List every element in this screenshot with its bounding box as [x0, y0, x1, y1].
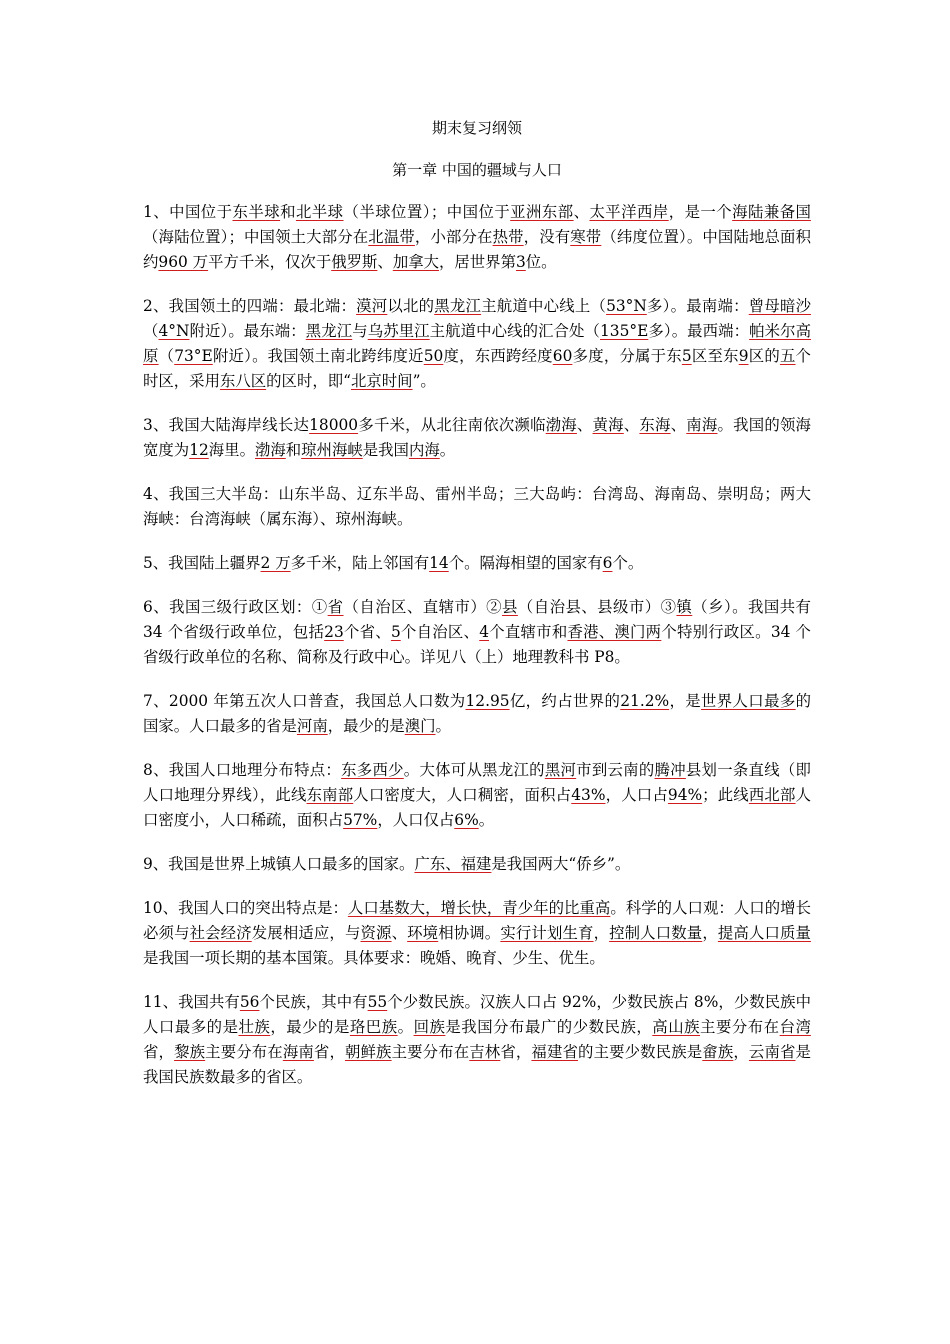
underlined-term: 北京时间 — [350, 372, 413, 390]
document-title: 期末复习纲领 — [431, 119, 522, 137]
text-segment: （乡）。我国共有 34 个省级行政单位，包括 — [143, 598, 811, 641]
text-segment: ，没有 — [523, 228, 571, 246]
underlined-term: 南海 — [686, 416, 718, 434]
text-segment: 主要分布在 — [700, 1018, 780, 1036]
text-segment: 多）。最西端： — [648, 322, 750, 340]
text-segment: ，最少的是 — [270, 1018, 350, 1036]
underlined-term: 省 — [327, 598, 344, 616]
underlined-term: 提高人口质量 — [717, 924, 811, 942]
underlined-term: 12.95 — [465, 692, 510, 710]
underlined-term: 6 — [602, 554, 613, 572]
text-segment: 以北的 — [387, 297, 435, 315]
text-segment: 。 — [478, 811, 495, 829]
text-segment: 是我国分布最广的少数民族， — [445, 1018, 653, 1036]
underlined-term: 21.2% — [620, 692, 670, 710]
underlined-term: 东多西少 — [341, 761, 404, 779]
paragraph-10 — [143, 896, 811, 971]
underlined-term: 渤海 — [254, 441, 286, 459]
text-segment: 多千米，从北往南依次濒临 — [358, 416, 546, 434]
text-segment: 省， — [500, 1043, 532, 1061]
underlined-term: 广东、福建 — [414, 855, 492, 873]
text-segment: 9、我国是世界上城镇人口最多的国家。 — [143, 855, 415, 873]
text-segment: 多）。最南端： — [646, 297, 749, 315]
paragraph-9 — [143, 852, 811, 877]
underlined-term: 壮族 — [238, 1018, 271, 1036]
text-segment: ，居世界第 — [439, 253, 516, 271]
underlined-term: 高山族 — [652, 1018, 701, 1036]
text-segment: 主要分布在 — [205, 1043, 283, 1061]
text-segment: 与 — [352, 322, 368, 340]
paragraph-list — [143, 200, 811, 1090]
underlined-term: 镇 — [676, 598, 693, 616]
underlined-term: 960 万 — [158, 253, 209, 271]
paragraph-3 — [143, 413, 811, 463]
underlined-term: 俄罗斯 — [331, 253, 378, 271]
underlined-term: 北温带 — [368, 228, 415, 246]
underlined-term: 14 — [429, 554, 449, 572]
paragraph-7 — [143, 689, 811, 739]
text-segment: 。我国的领海宽度为 — [143, 416, 811, 459]
text-segment: 多千米，陆上邻国有 — [290, 554, 430, 572]
text-segment: 1、中国位于 — [143, 203, 233, 221]
text-segment: 附近）。最东端： — [189, 322, 306, 340]
text-segment: 。科学的人口观：人口的增长必须与 — [143, 899, 811, 942]
text-segment: 省， — [143, 1043, 175, 1061]
underlined-term: 五 — [779, 347, 796, 365]
text-segment: 人口密度大，人口稠密，面积占 — [353, 786, 572, 804]
underlined-term: 渤海 — [545, 416, 577, 434]
text-segment: ；此线 — [702, 786, 749, 804]
underlined-term: 环境 — [407, 924, 439, 942]
underlined-term: 回族 — [413, 1018, 446, 1036]
text-segment: 主航道中心线的汇合处（ — [429, 322, 601, 340]
text-segment: 8、我国人口地理分布特点： — [143, 761, 342, 779]
text-segment: 附近）。我国领土南北跨纬度近 — [212, 347, 424, 365]
text-segment: 个。隔海相望的国家有 — [448, 554, 603, 572]
text-segment: 个。 — [612, 554, 644, 572]
underlined-term: 60 — [552, 347, 573, 365]
text-segment: ，最少的是 — [327, 717, 405, 735]
underlined-term: 135°E — [600, 322, 649, 340]
text-segment: 11、我国共有 — [143, 993, 240, 1011]
underlined-term: 帕米尔高原 — [143, 322, 811, 365]
text-segment: 、 — [623, 416, 640, 434]
underlined-term: 东八区 — [219, 372, 267, 390]
text-segment: ，人口仅占 — [377, 811, 455, 829]
underlined-term: 海陆兼备国 — [732, 203, 811, 221]
paragraph-2 — [143, 294, 811, 394]
text-segment: 、 — [670, 416, 687, 434]
text-segment: 2、我国领土的四端：最北端： — [143, 297, 357, 315]
underlined-term: 海南 — [282, 1043, 314, 1061]
text-segment: 5、我国陆上疆界 — [143, 554, 261, 572]
underlined-term: 东半球 — [232, 203, 281, 221]
underlined-term: 4 — [479, 623, 489, 641]
paragraph-5 — [143, 551, 811, 576]
underlined-term: 社会经济 — [189, 924, 252, 942]
text-segment: 、 — [377, 253, 393, 271]
underlined-term: 94% — [667, 786, 703, 804]
text-segment: （ — [143, 322, 159, 340]
text-segment: 的国家。人口最多的省是 — [143, 692, 811, 735]
text-segment: （ — [158, 347, 175, 365]
underlined-term: 黎族 — [174, 1043, 206, 1061]
text-segment: 度，东西跨经度 — [443, 347, 553, 365]
underlined-term: 县 — [502, 598, 518, 616]
text-segment: 个特别行政区。34 个省级行政单位的名称、简称及行政中心。详见八（上）地理教科书 P8。 — [143, 623, 811, 666]
underlined-term: 6% — [454, 811, 479, 829]
underlined-term: 3 — [515, 253, 526, 271]
underlined-term: 控制人口数量 — [609, 924, 703, 942]
text-segment: 。 — [397, 1018, 414, 1036]
text-segment: （纬度位置）。中国陆地总面积约 — [143, 228, 811, 271]
underlined-term: 黄海 — [592, 416, 624, 434]
text-segment: 是我国两大“侨乡”。 — [491, 855, 631, 873]
underlined-term: 乌苏里江 — [367, 322, 430, 340]
text-segment: 人口密度小，人口稀疏，面积占 — [143, 786, 811, 829]
paragraph-11 — [143, 990, 811, 1090]
text-segment: ， — [733, 1043, 749, 1061]
text-segment: 和 — [285, 441, 302, 459]
paragraph-8 — [143, 758, 811, 833]
underlined-term: 55 — [367, 993, 388, 1011]
text-segment: ，人口占 — [605, 786, 668, 804]
underlined-term: 黑龙江 — [434, 297, 482, 315]
underlined-term: 腾冲 — [654, 761, 686, 779]
underlined-term: 57% — [343, 811, 378, 829]
underlined-term: 4°N — [158, 322, 190, 340]
underlined-term: 2 万 — [260, 554, 291, 572]
underlined-term: 世界人口最多 — [701, 692, 796, 710]
text-segment: 位。 — [525, 253, 557, 271]
underlined-term: 43% — [571, 786, 606, 804]
underlined-term: 黑龙江 — [305, 322, 353, 340]
text-segment: 区至东 — [691, 347, 739, 365]
text-segment: 主要分布在 — [391, 1043, 470, 1061]
text-segment: 和 — [280, 203, 296, 221]
text-segment: 发展相适应，与 — [251, 924, 361, 942]
underlined-term: 73°E — [174, 347, 213, 365]
underlined-term: 5 — [390, 623, 401, 641]
underlined-term: 加拿大 — [392, 253, 439, 271]
underlined-term: 太平洋西岸 — [589, 203, 669, 221]
underlined-term: 内海 — [408, 441, 440, 459]
text-segment: 多度，分属于东 — [572, 347, 682, 365]
text-segment: 6、我国三级行政区划：① — [143, 598, 328, 616]
text-segment: 是我国一项长期的基本国策。具体要求：晚婚、晚育、少生、优生。 — [143, 949, 605, 967]
underlined-term: 5 — [681, 347, 692, 365]
underlined-term: 珞巴族 — [349, 1018, 398, 1036]
underlined-term: 黑河 — [544, 761, 577, 779]
text-segment: 的主要少数民族是 — [578, 1043, 703, 1061]
text-segment: 。大体可从黑龙江的 — [403, 761, 545, 779]
text-segment: 、 — [391, 924, 408, 942]
underlined-term: 50 — [423, 347, 444, 365]
underlined-term: 实行计划生育 — [500, 924, 594, 942]
text-segment: （自治区、直辖市）② — [343, 598, 503, 616]
text-segment: 4、我国三大半岛：山东半岛、辽东半岛、雷州半岛；三大岛屿：台湾岛、海南岛、崇明岛；两大海峡：台湾海峡（属东海）、琼州海峡。 — [143, 485, 811, 528]
text-segment: （自治县、县级市）③ — [517, 598, 677, 616]
underlined-term: 23 — [324, 623, 344, 641]
underlined-term: 朝鲜族 — [344, 1043, 392, 1061]
underlined-term: 澳门 — [404, 717, 436, 735]
text-segment: 是我国民族数最多的省区。 — [143, 1043, 811, 1086]
chapter-heading: 第一章 中国的疆域与人口 — [392, 161, 562, 179]
underlined-term: 热带 — [492, 228, 524, 246]
text-segment: ”。 — [412, 372, 436, 390]
paragraph-6 — [143, 595, 811, 670]
underlined-term: 亚洲东部 — [510, 203, 574, 221]
underlined-term: 9 — [738, 347, 749, 365]
text-segment: 个直辖市和 — [489, 623, 568, 641]
paragraph-1 — [143, 200, 811, 275]
text-segment: 7、2000 年第五次人口普查，我国总人口数为 — [143, 692, 466, 710]
underlined-term: 北半球 — [295, 203, 344, 221]
text-segment: 3、我国大陆海岸线长达 — [143, 416, 310, 434]
text-segment: ，是一个 — [668, 203, 733, 221]
text-segment: 省， — [313, 1043, 345, 1061]
underlined-term: 56 — [239, 993, 260, 1011]
text-segment: 个时区，采用 — [143, 347, 811, 390]
text-segment: 个自治区、 — [400, 623, 480, 641]
underlined-term: 云南省 — [748, 1043, 796, 1061]
text-segment: 个少数民族。汉族人口占 92%，少数民族占 8%，少数民族中人口最多的是 — [143, 993, 811, 1036]
underlined-term: 琼州海峡 — [301, 441, 363, 459]
text-segment: 海里。 — [208, 441, 255, 459]
underlined-term: 53°N — [606, 297, 647, 315]
underlined-term: 香港、澳门两 — [567, 623, 662, 641]
text-segment: ，是 — [669, 692, 702, 710]
underlined-term: 福建省 — [531, 1043, 579, 1061]
underlined-term: 18000 — [309, 416, 359, 434]
text-segment: 、 — [576, 416, 593, 434]
underlined-term: 畲族 — [702, 1043, 734, 1061]
underlined-term: 寒带 — [570, 228, 602, 246]
text-segment: 的区时，即“ — [266, 372, 351, 390]
text-segment: 、 — [573, 203, 590, 221]
underlined-term: 东海 — [639, 416, 671, 434]
underlined-term: 漠河 — [356, 297, 388, 315]
text-segment: 亿，约占世界的 — [509, 692, 621, 710]
text-segment: 个省、 — [343, 623, 391, 641]
text-segment: 相协调。 — [438, 924, 501, 942]
text-segment: （半球位置）；中国位于 — [343, 203, 511, 221]
text-segment: ，小部分在 — [414, 228, 493, 246]
underlined-term: 东南部 — [306, 786, 354, 804]
text-segment: 是我国 — [362, 441, 409, 459]
underlined-term: 资源 — [360, 924, 392, 942]
text-segment: （海陆位置）；中国领土大部分在 — [143, 228, 369, 246]
text-segment: 县划一条直线（即人口地理分界线），此线 — [143, 761, 811, 804]
text-segment: 区的 — [748, 347, 780, 365]
text-segment: 主航道中心线上（ — [481, 297, 607, 315]
underlined-term: 台湾 — [779, 1018, 811, 1036]
document-page — [143, 118, 811, 1109]
underlined-term: 曾母暗沙 — [748, 297, 811, 315]
text-segment: 个民族，其中有 — [259, 993, 368, 1011]
underlined-term: 河南 — [296, 717, 328, 735]
underlined-term: 西北部 — [748, 786, 796, 804]
underlined-term: 吉林 — [469, 1043, 501, 1061]
text-segment: ， — [593, 924, 610, 942]
text-segment: ， — [702, 924, 718, 942]
paragraph-4 — [143, 482, 811, 532]
text-segment: 10、我国人口的突出特点是： — [143, 899, 348, 917]
text-segment: 平方千米，仅次于 — [208, 253, 332, 271]
text-segment: 。 — [435, 717, 451, 735]
underlined-term: 12 — [189, 441, 209, 459]
text-segment: 。 — [439, 441, 456, 459]
underlined-term: 人口基数大，增长快，青少年的比重高 — [347, 899, 611, 917]
text-segment: 市到云南的 — [576, 761, 655, 779]
